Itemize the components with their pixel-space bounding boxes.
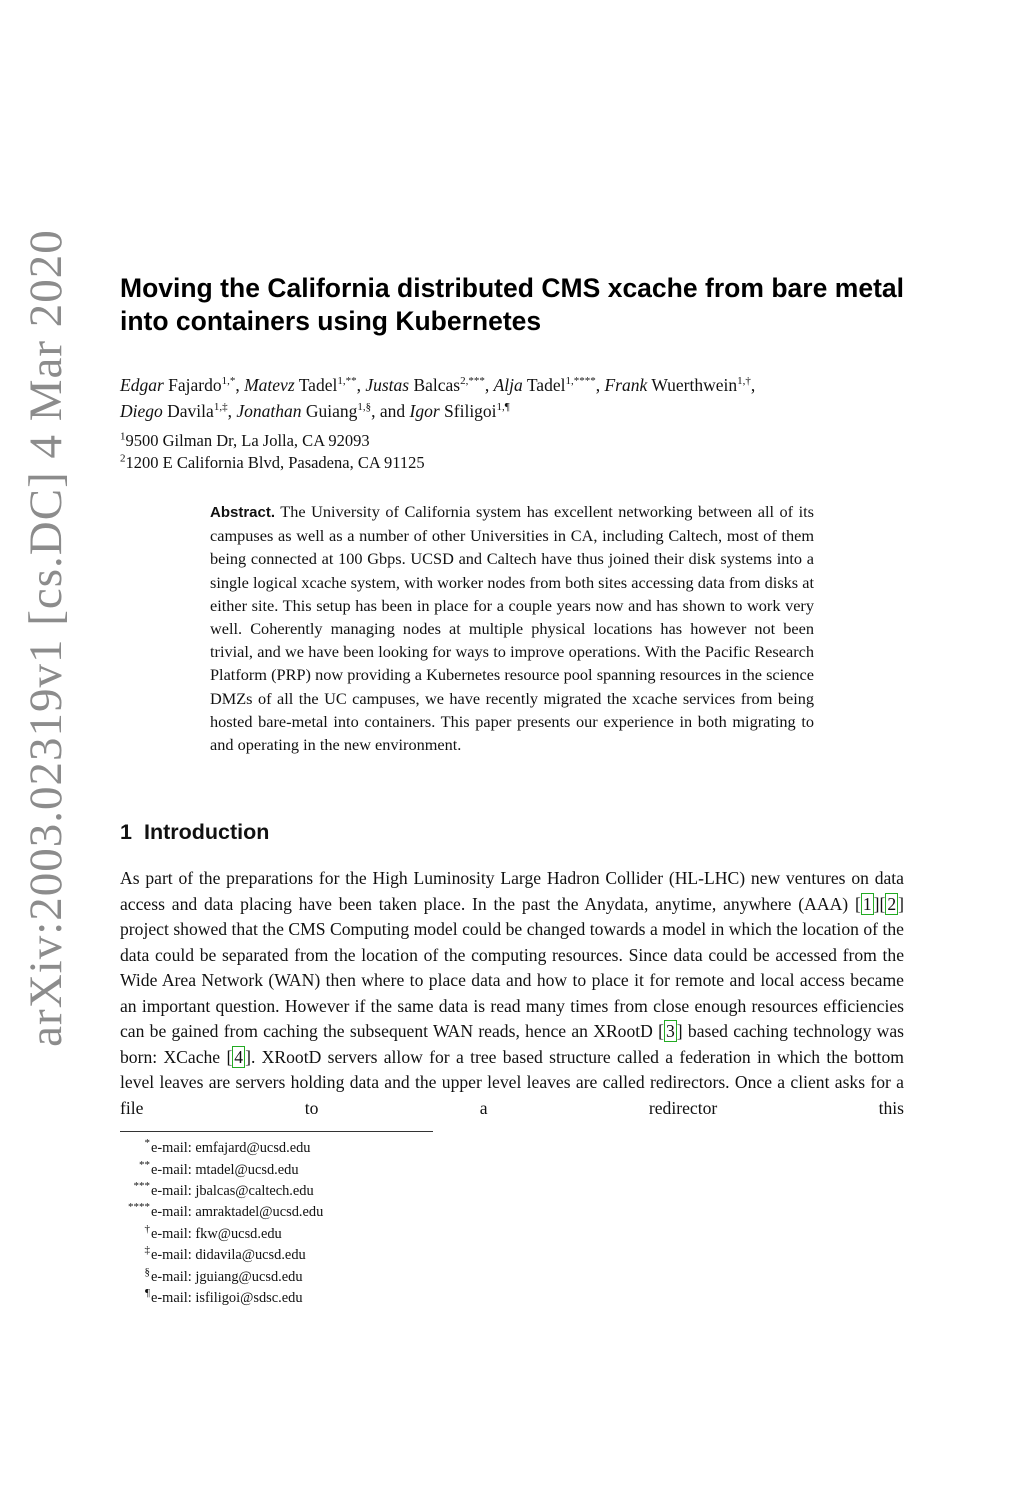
abstract-text: The University of California system has excellent networking between all of its campuses as well as a number of other Universities in CA, including Caltech, most of them being connected at 100 Gbps. UCSD and Caltech have thus joined their disk systems into a single logical xcache system, with worker nodes from both sites accessing data from disks at either site. This setup has been in place for a couple years now and has shown to work very well. Coherently managing nodes at multiple physical locations has however not been trivial, and we have been looking for ways to improve operations. With the Pacific Research Platform (PRP) now providing a Kubernetes resource pool spanning resources in the science DMZs of all the UC campuses, we have recently migrated the xcache services from being hosted bare-metal into containers. This paper presents our experience in both migrating to and operating in the new environment. <box>210 502 814 755</box>
citation-link[interactable]: 2 <box>887 893 897 914</box>
abstract <box>210 500 814 756</box>
section-number: 1 <box>120 820 132 845</box>
author: Matevz Tadel$^{1,**}$, <box>244 375 366 395</box>
footnote: ** e-mail: mtadel@ucsd.edu <box>139 1158 299 1178</box>
section-title: Introduction <box>143 820 270 845</box>
affiliations <box>120 430 904 474</box>
footnote: ‡ e-mail: didavila@ucsd.edu <box>144 1244 306 1264</box>
affiliation: $^2$1200 E California Blvd, Pasadena, CA 91125 <box>120 452 425 472</box>
footnote-divider <box>120 1131 433 1132</box>
footnote: **** e-mail: amraktadel@ucsd.edu <box>128 1201 324 1221</box>
footnote: † e-mail: fkw@ucsd.edu <box>144 1222 282 1242</box>
paper-title: Moving the California distributed CMS xcache from bare metal into containers using Kubernetes <box>120 273 904 336</box>
abstract-label: Abstract. <box>210 504 276 521</box>
affiliation: $^1$9500 Gilman Dr, La Jolla, CA 92093 <box>120 430 370 450</box>
footnote: § e-mail: jguiang@ucsd.edu <box>144 1265 303 1285</box>
author: Igor Sfiligoi$^{1,\P}$ <box>409 401 510 421</box>
author: Alja Tadel$^{1,****}$, <box>493 375 605 395</box>
intro-paragraph: As part of the preparations for the High Luminosity Large Hadron Collider (HL-LHC) new ventures on data access and data placing have been taken place. In the past the Anydata, anytime, anywhere (AAA) [ 1 ][ 2 ] project showed that the CMS Computing model could be changed towards a model in which the location of the data could be separated from the location of the computing resources. Since data could be accessed from the Wide Area Network (WAN) then where to place data and how to place it for remote and local access became an important question. However if the same data is read many times from close enough resources efficiencies can be gained from caching the subsequent WAN reads, hence an XRootD [ 3 ] based caching technology was born: XCache [ 4 ]. XRootD servers allow for a tree based structure called a federation in which the bottom level leaves are servers holding data and the upper level leaves are called redirectors. Once a client asks for a file to a redirector this <box>120 868 904 1118</box>
arxiv-identifier <box>18 229 74 1047</box>
author: Jonathan Guiang$^{1,\S}$, and <box>236 401 410 421</box>
author: Justas Balcas$^{2,***}$, <box>365 375 494 395</box>
footnotes <box>120 1138 904 1309</box>
section-heading <box>120 818 904 846</box>
footnote: *** e-mail: jbalcas@caltech.edu <box>133 1180 314 1200</box>
citation-link[interactable]: 4 <box>234 1046 244 1067</box>
footnote: * e-mail: emfajard@ucsd.edu <box>144 1137 311 1157</box>
author-list <box>120 372 904 424</box>
citation-link[interactable]: 1 <box>862 893 872 914</box>
author: Edgar Fajardo$^{1,*}$, <box>120 375 245 395</box>
arxiv-identifier-text: arXiv:2003.02319v1 [cs.DC] 4 Mar 2020 <box>20 229 72 1047</box>
author: Diego Davila$^{1,\ddagger}$, <box>120 401 237 421</box>
author: Frank Wuerthwein$^{1,\dagger}$, <box>604 375 756 395</box>
footnote: ¶ e-mail: isfiligoi@sdsc.edu <box>145 1287 303 1307</box>
citation-link[interactable]: 3 <box>666 1021 675 1042</box>
paper-page <box>120 272 904 1309</box>
